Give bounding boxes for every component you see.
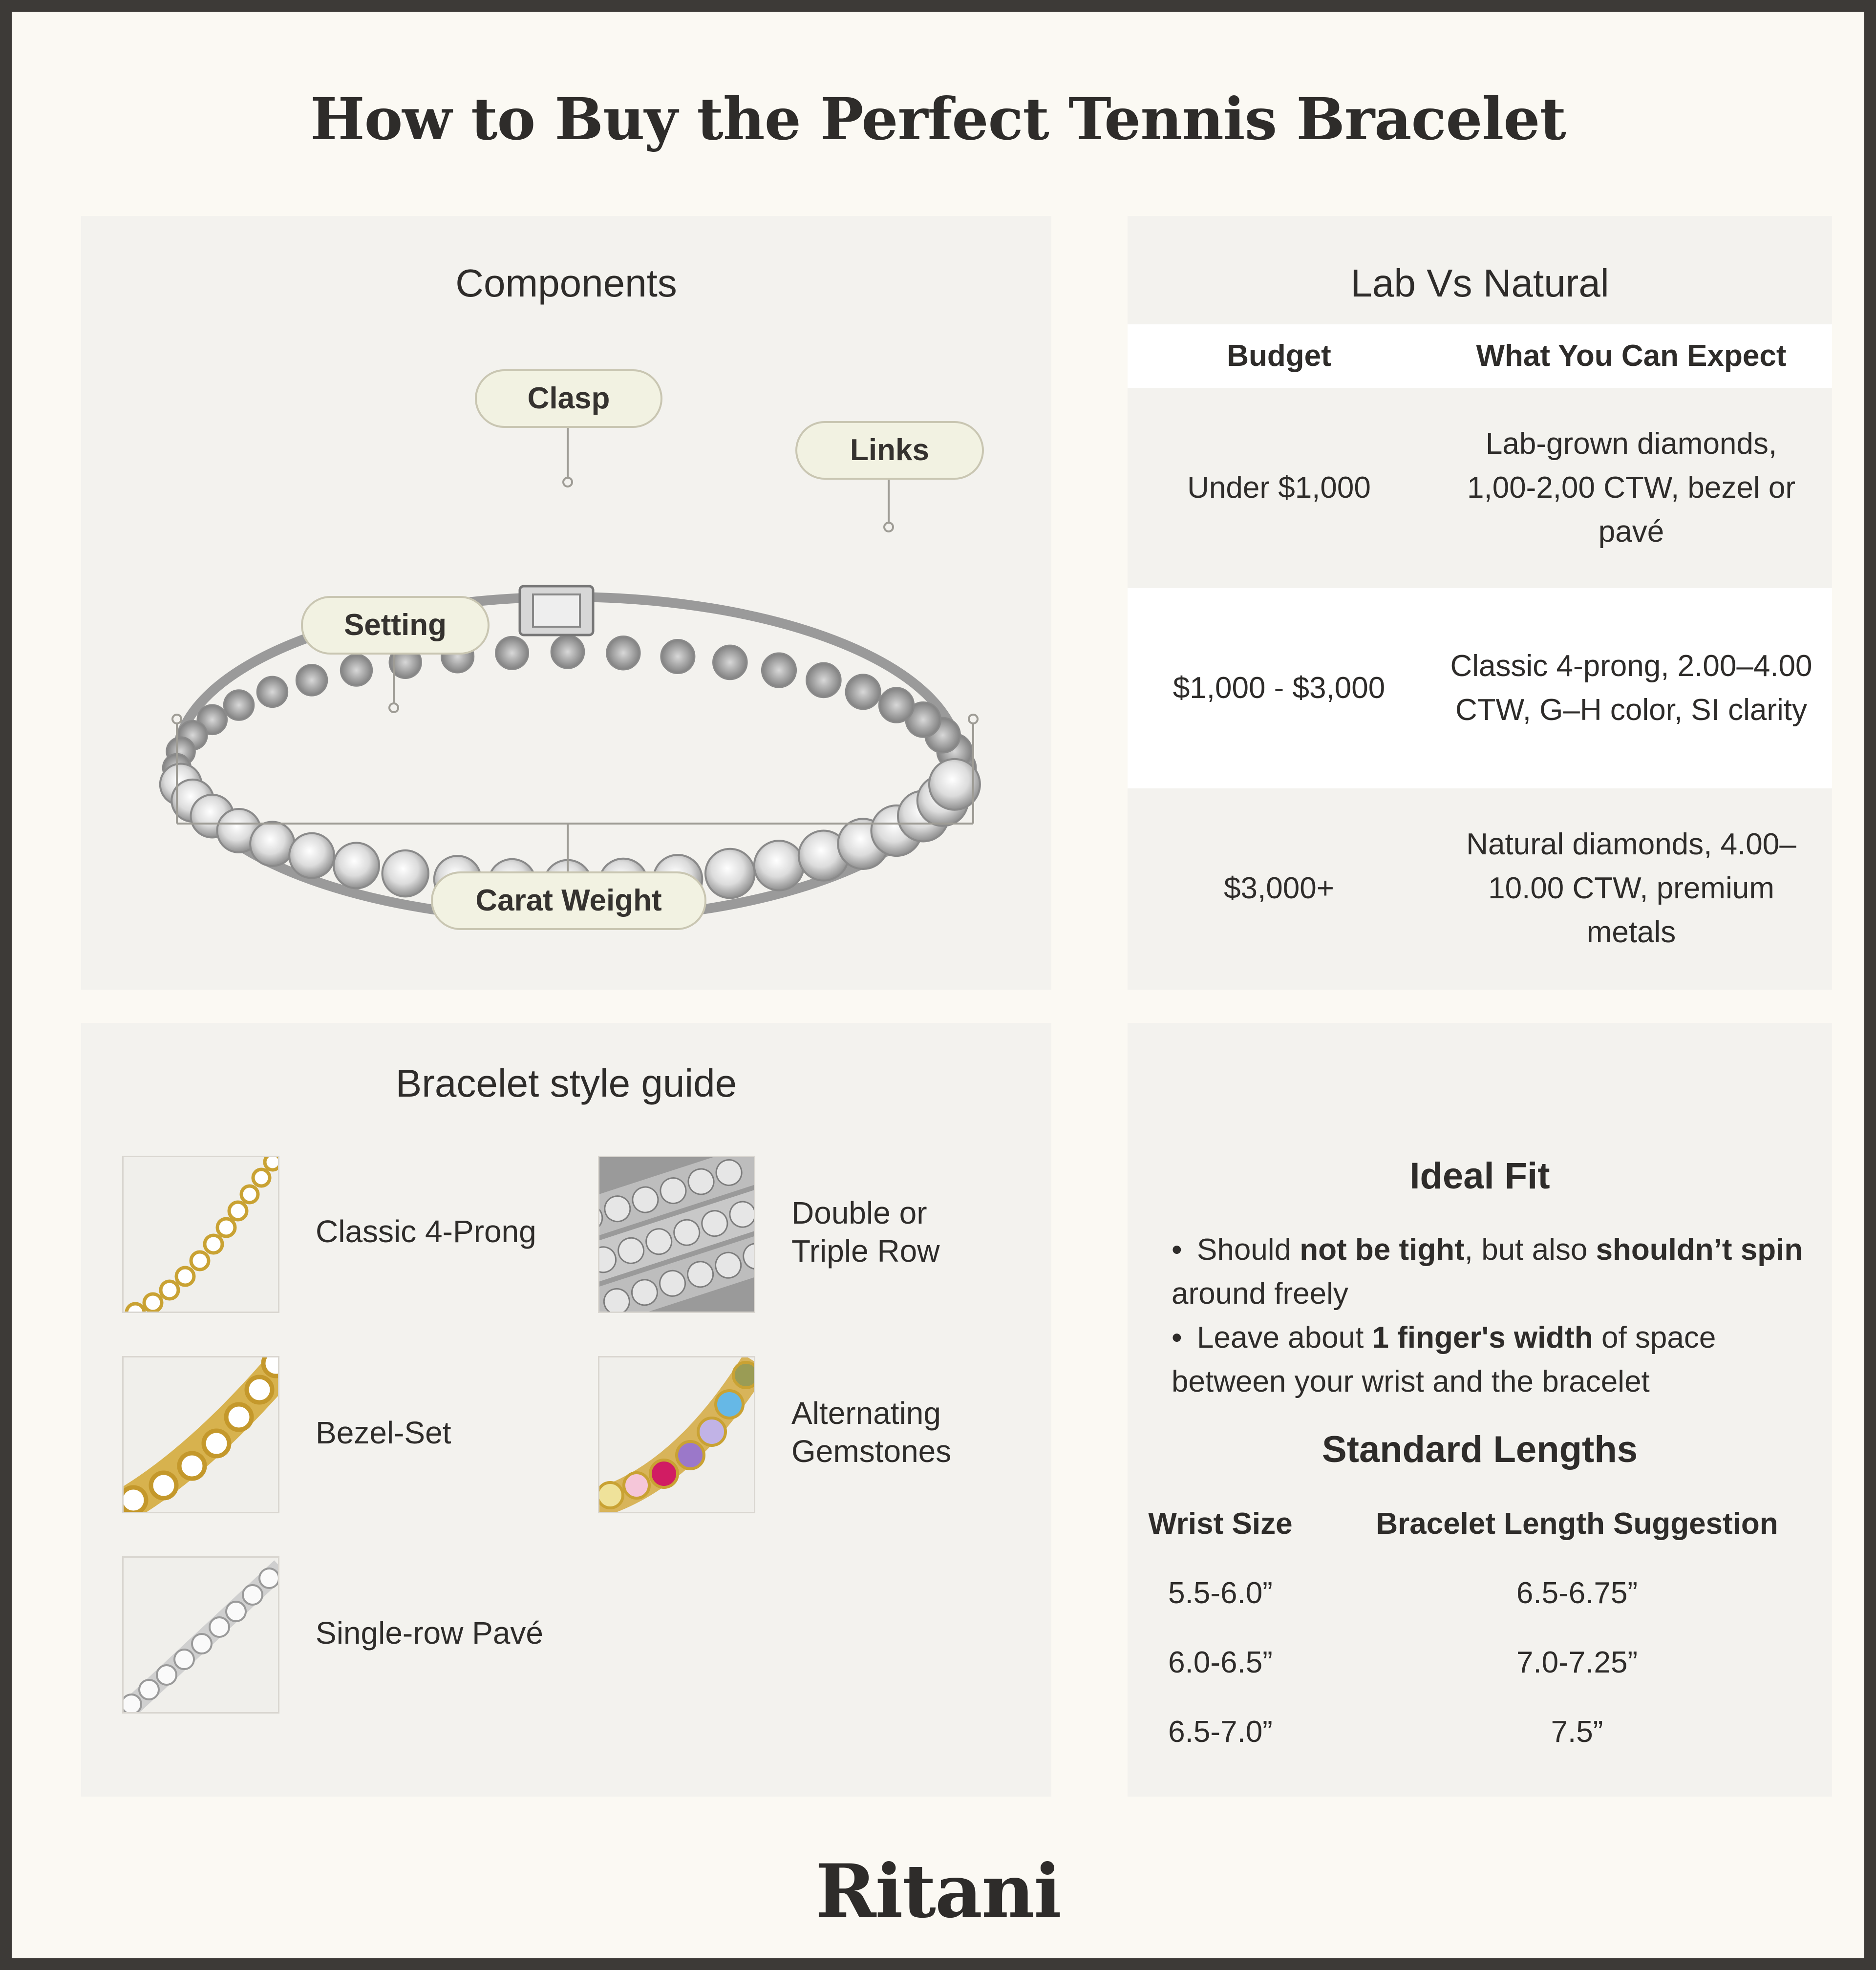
expect-cell: Natural diamonds, 4.00–10.00 CTW, premium metals — [1466, 827, 1796, 949]
budget-header: Budget — [1227, 339, 1331, 373]
table-row — [1128, 388, 1832, 588]
ideal-fit-title: Ideal Fit — [1409, 1155, 1550, 1197]
diamond-stone — [334, 843, 379, 888]
expect-header: What You Can Expect — [1476, 339, 1787, 373]
table-row — [1128, 588, 1832, 788]
lab-table-header — [1128, 324, 1832, 388]
wrist-size-cell: 5.5-6.0” — [1168, 1576, 1273, 1610]
diamond-stone — [846, 675, 880, 709]
setting-label: Setting — [301, 596, 490, 655]
double-triple-row-image — [598, 1156, 755, 1313]
fit-bullet: • Leave about 1 finger's width of space between your wrist and the bracelet — [1172, 1316, 1807, 1404]
diamond-stone — [705, 849, 755, 898]
lab-vs-natural-title: Lab Vs Natural — [1350, 261, 1609, 305]
lab-vs-natural-panel — [1128, 216, 1832, 990]
style-label-single-row-pave: Single-row Pavé — [316, 1615, 543, 1651]
diamond-stone — [224, 690, 254, 720]
diamond-stone — [661, 639, 695, 673]
diamond-stone — [341, 655, 372, 686]
table-row — [1128, 788, 1832, 989]
diamond-stone — [296, 665, 327, 696]
components-panel — [81, 216, 1051, 990]
bracelet-length-cell: 6.5-6.75” — [1516, 1576, 1638, 1610]
diamond-stone — [551, 635, 584, 669]
infographic — [12, 12, 1864, 1958]
expect-cell: Classic 4-prong, 2.00–4.00 CTW, G–H color, SI clarity — [1450, 649, 1812, 727]
style-label-text: Double or Triple Row — [791, 1195, 940, 1269]
links-label: Links — [795, 421, 984, 480]
clasp-icon — [520, 586, 593, 635]
diamond-stone — [713, 645, 747, 679]
style-guide-panel — [81, 1023, 1051, 1797]
wrist-size-cell: 6.5-7.0” — [1168, 1715, 1273, 1749]
classic-4-prong-image — [122, 1156, 279, 1313]
standard-lengths-title: Standard Lengths — [1322, 1429, 1638, 1470]
bracelet-back-stones — [163, 635, 976, 785]
style-label-bezel-set: Bezel-Set — [316, 1415, 451, 1450]
brand-logo: Ritani — [815, 1848, 1061, 1934]
diamond-stone — [607, 636, 640, 670]
bracelet-length-cell: 7.0-7.25” — [1516, 1646, 1638, 1679]
diamond-stone — [879, 688, 914, 722]
diamond-stone — [382, 850, 428, 896]
diamond-stone — [289, 833, 334, 878]
ideal-fit-panel — [1128, 1023, 1832, 1797]
style-label-classic-4-prong: Classic 4-Prong — [316, 1214, 536, 1249]
components-title: Components — [455, 261, 677, 305]
single-row-pave-image — [122, 1556, 279, 1714]
bracelet-length-header: Bracelet Length Suggestion — [1376, 1507, 1778, 1541]
style-label-alternating-gemstones — [791, 1394, 977, 1470]
diamond-stone — [807, 663, 841, 698]
wrist-size-cell: 6.0-6.5” — [1168, 1646, 1273, 1679]
diamond-stone — [250, 822, 294, 866]
style-label-double-triple-row — [791, 1194, 953, 1270]
style-guide-title: Bracelet style guide — [395, 1061, 737, 1105]
diamond-stone — [754, 841, 804, 890]
fit-bullet: • Should not be tight, but also shouldn’t spin around freely — [1172, 1228, 1807, 1316]
clasp-label: Clasp — [475, 369, 662, 428]
style-label-text: Alternating Gemstones — [791, 1396, 952, 1469]
alternating-gemstones-image — [598, 1356, 755, 1513]
expect-cell: Lab-grown diamonds, 1,00-2,00 CTW, bezel or pavé — [1467, 427, 1795, 549]
bullet-dot-icon: • — [1172, 1233, 1182, 1267]
bezel-set-image — [122, 1356, 279, 1513]
wrist-size-header: Wrist Size — [1148, 1507, 1293, 1541]
budget-cell: $1,000 - $3,000 — [1172, 671, 1386, 705]
bracelet-length-cell: 7.5” — [1551, 1715, 1603, 1749]
bullet-dot-icon: • — [1172, 1321, 1182, 1355]
budget-cell: $3,000+ — [1224, 871, 1334, 905]
carat-weight-label: Carat Weight — [431, 871, 706, 930]
diamond-stone — [257, 677, 288, 707]
diamond-stone — [762, 653, 796, 687]
page-title: How to Buy the Perfect Tennis Bracelet — [310, 85, 1566, 153]
budget-cell: Under $1,000 — [1187, 471, 1371, 505]
diamond-stone — [496, 636, 529, 669]
